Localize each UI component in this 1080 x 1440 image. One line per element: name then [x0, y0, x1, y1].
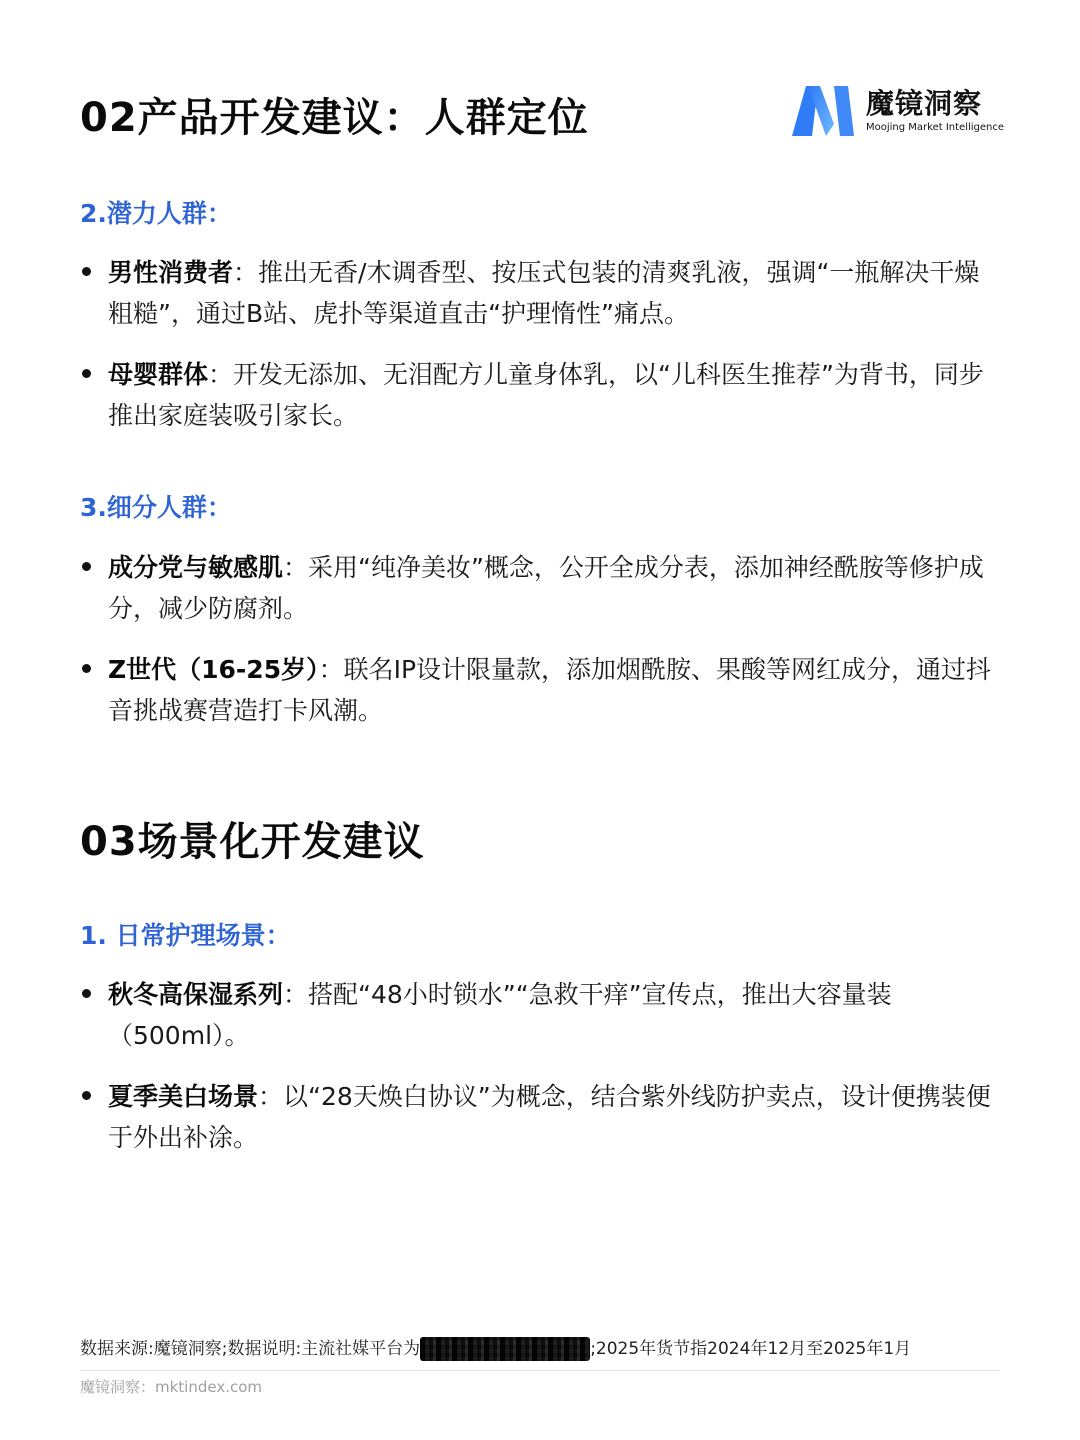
- list-item: [80, 354, 1000, 436]
- list-item-text: [108, 1076, 1000, 1158]
- list-item-text: [108, 354, 1000, 436]
- section-title: 03场景化开发建议: [80, 819, 425, 865]
- bullet-dot-icon: [82, 989, 91, 998]
- list-item-text: [108, 252, 1000, 334]
- list-item: [80, 974, 1000, 1056]
- list-item-text: [108, 974, 1000, 1056]
- footer-divider: [80, 1370, 1000, 1371]
- list-item-label: 秋冬高保湿系列: [108, 980, 284, 1009]
- brand-name-cn: 魔镜洞察: [866, 87, 983, 120]
- subheading-daily-care: 1. 日常护理场景：: [80, 921, 291, 950]
- list-item-text: [108, 649, 1000, 731]
- list-item-label: Z世代（16-25岁）: [108, 655, 319, 684]
- footer-site: 魔镜洞察：mktindex.com: [80, 1378, 263, 1396]
- bullet-dot-icon: [82, 1091, 91, 1100]
- list-item-body: ：采用“纯净美妆”概念，公开全成分表，添加神经酰胺等修护成分，减少防腐剂。: [108, 553, 984, 623]
- brand-logo: [790, 80, 1010, 144]
- list-item-body: ：以“28天焕白协议”为概念，结合紫外线防护卖点，设计便携装便于外出补涂。: [108, 1082, 991, 1152]
- list-item-body: ：推出无香/木调香型、按压式包装的清爽乳液，强调“一瓶解决干燥粗糙”，通过B站、虎扑等渠道直击“护理惰性”痛点。: [108, 258, 980, 328]
- subheading-potential-groups: 2.潜力人群：: [80, 199, 232, 228]
- list-item: [80, 1076, 1000, 1158]
- list-item: [80, 649, 1000, 731]
- bullet-dot-icon: [82, 664, 91, 673]
- list-item-label: 母婴群体: [108, 360, 209, 389]
- bullet-dot-icon: [82, 562, 91, 571]
- list-item-label: 夏季美白场景: [108, 1082, 259, 1111]
- page-title: 02产品开发建议：人群定位: [80, 95, 589, 141]
- subheading-segment-groups: 3.细分人群：: [80, 493, 232, 522]
- list-item-body: ：联名IP设计限量款，添加烟酰胺、果酸等网红成分，通过抖音挑战赛营造打卡风潮。: [108, 655, 992, 725]
- brand-name-en: Moojing Market Intelligence: [866, 122, 1005, 133]
- list-item-label: 男性消费者: [108, 258, 234, 287]
- bullet-dot-icon: [82, 267, 91, 276]
- list-item-label: 成分党与敏感肌: [108, 553, 284, 582]
- list-item-body: ：搭配“48小时锁水”“急救干痒”宣传点，推出大容量装（500ml）。: [108, 980, 892, 1050]
- redacted-mosaic: [420, 1337, 590, 1361]
- data-source-note: [80, 1336, 1000, 1362]
- data-source-suffix: ;2025年货节指2024年12月至2025年1月: [590, 1339, 912, 1359]
- bullet-dot-icon: [82, 369, 91, 378]
- list-item-text: [108, 547, 1000, 629]
- list-item: [80, 547, 1000, 629]
- moojing-m-logo-icon: [790, 82, 856, 138]
- data-source-prefix: 数据来源:魔镜洞察;数据说明:主流社媒平台为: [80, 1339, 421, 1359]
- list-item: [80, 252, 1000, 334]
- list-item-body: ：开发无添加、无泪配方儿童身体乳，以“儿科医生推荐”为背书，同步推出家庭装吸引家长。: [108, 360, 984, 430]
